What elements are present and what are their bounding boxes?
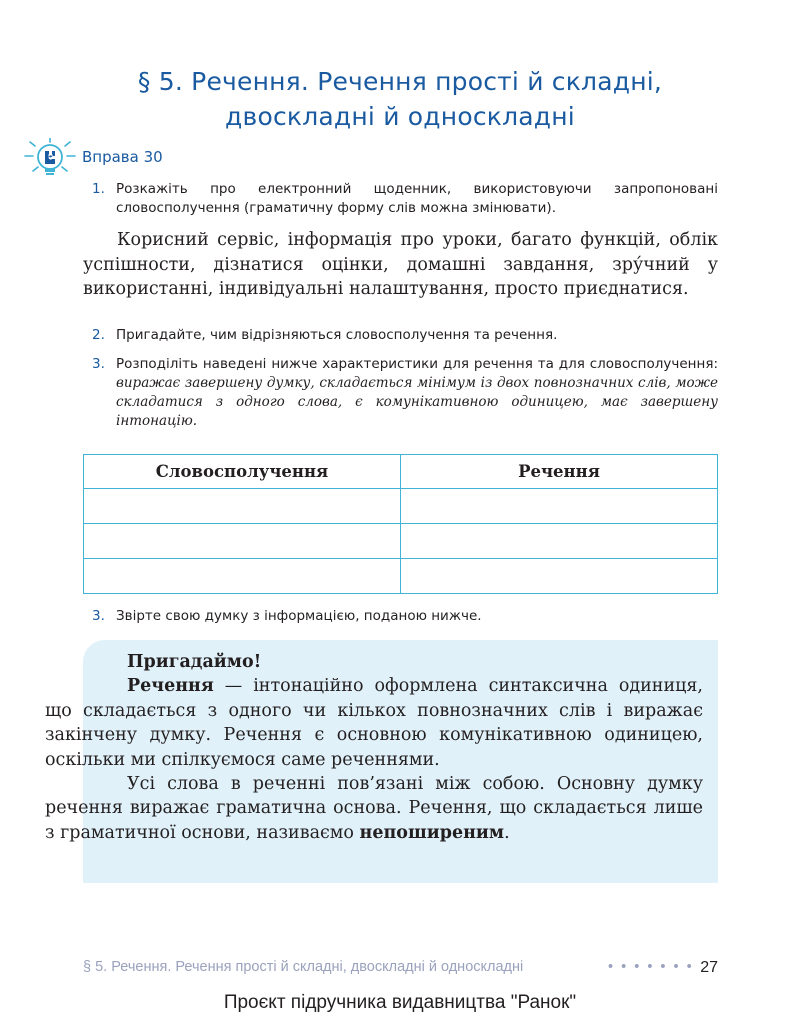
table-cell (401, 559, 718, 594)
exercise-label: Вправа 30 (82, 148, 163, 166)
classification-table (83, 454, 718, 594)
project-note: Проєкт підручника видавництва "Ранок" (223, 992, 577, 1013)
task-text: Розкажіть про електронний щоденник, використовуючи запропоновані словосполучення (граматичну форму слів можна змінювати). (116, 181, 718, 216)
remember-definition: — інтонаційно оформлена синтаксична одиниця, що складається з одного чи кількох повнозначних слів і виражає закінчену думку. Речення є основною комунікативною одиницею, оскільки ми спілкуємося саме реченнями. (45, 676, 703, 770)
table-header-row (84, 455, 718, 489)
phrases-paragraph: Корисний сервіс, інформація про уроки, багато функцій, облік успішности, дізнатися оцінки, домашні завдання, зру́чний у використанні, індивідуальні налаштування, просто приєднатися. (83, 230, 718, 299)
table-cell (401, 524, 718, 559)
task-text-plain: Розподіліть наведені нижче характеристики для речення та для словосполучення: (116, 356, 718, 372)
task-2 (92, 326, 718, 345)
running-title: § 5. Речення. Речення прості й складні, двоскладні й односкладні (83, 959, 524, 975)
remember-end: . (504, 822, 510, 843)
table-cell (401, 489, 718, 524)
remember-bold-term: непоширеним (359, 822, 505, 843)
remember-term: Речення (127, 676, 214, 697)
table-row (84, 559, 718, 594)
task-text (116, 355, 718, 431)
table-row (84, 489, 718, 524)
task-number: 3. (92, 356, 105, 372)
table-header-phrase: Словосполучення (84, 455, 401, 489)
table-header-sentence: Речення (401, 455, 718, 489)
section-title-line-2: двоскладні й односкладні (225, 102, 575, 131)
task-text: Пригадайте, чим відрізняються словосполучення та речення. (116, 327, 558, 343)
remember-paragraph-2 (45, 772, 703, 845)
task-number: 2. (92, 327, 105, 343)
page-number: 27 (700, 959, 718, 976)
table-cell (84, 489, 401, 524)
task-text: Звірте свою думку з інформацією, поданою нижче. (116, 608, 482, 624)
task-number: 1. (92, 181, 105, 197)
section-title-line-1: § 5. Речення. Речення прості й складні, (137, 67, 663, 96)
lightbulb-puzzle-icon (24, 138, 76, 180)
table-cell (84, 559, 401, 594)
page-footer (83, 959, 718, 981)
remember-box-content (45, 650, 703, 845)
task-text-italic: виражає завершену думку, складається мінімум із двох повнозначних слів, може складатися з одного слова, є комунікативною одиницею, має завершену інтонацію. (116, 375, 718, 429)
task-3 (92, 355, 718, 431)
section-title (0, 64, 800, 134)
remember-text: Усі слова в реченні пов’язані між собою. Основну думку речення виражає граматична основа. Речення, що складається лише з граматичної основи, називаємо (45, 774, 703, 843)
task-number: 3. (92, 608, 105, 624)
remember-heading: Пригадаймо! (127, 652, 262, 672)
table-row (84, 524, 718, 559)
task-4 (92, 607, 718, 626)
remember-paragraph-1 (45, 674, 703, 772)
footer-dots: • • • • • • • (608, 959, 694, 975)
task-1 (92, 180, 718, 218)
table-cell (84, 524, 401, 559)
